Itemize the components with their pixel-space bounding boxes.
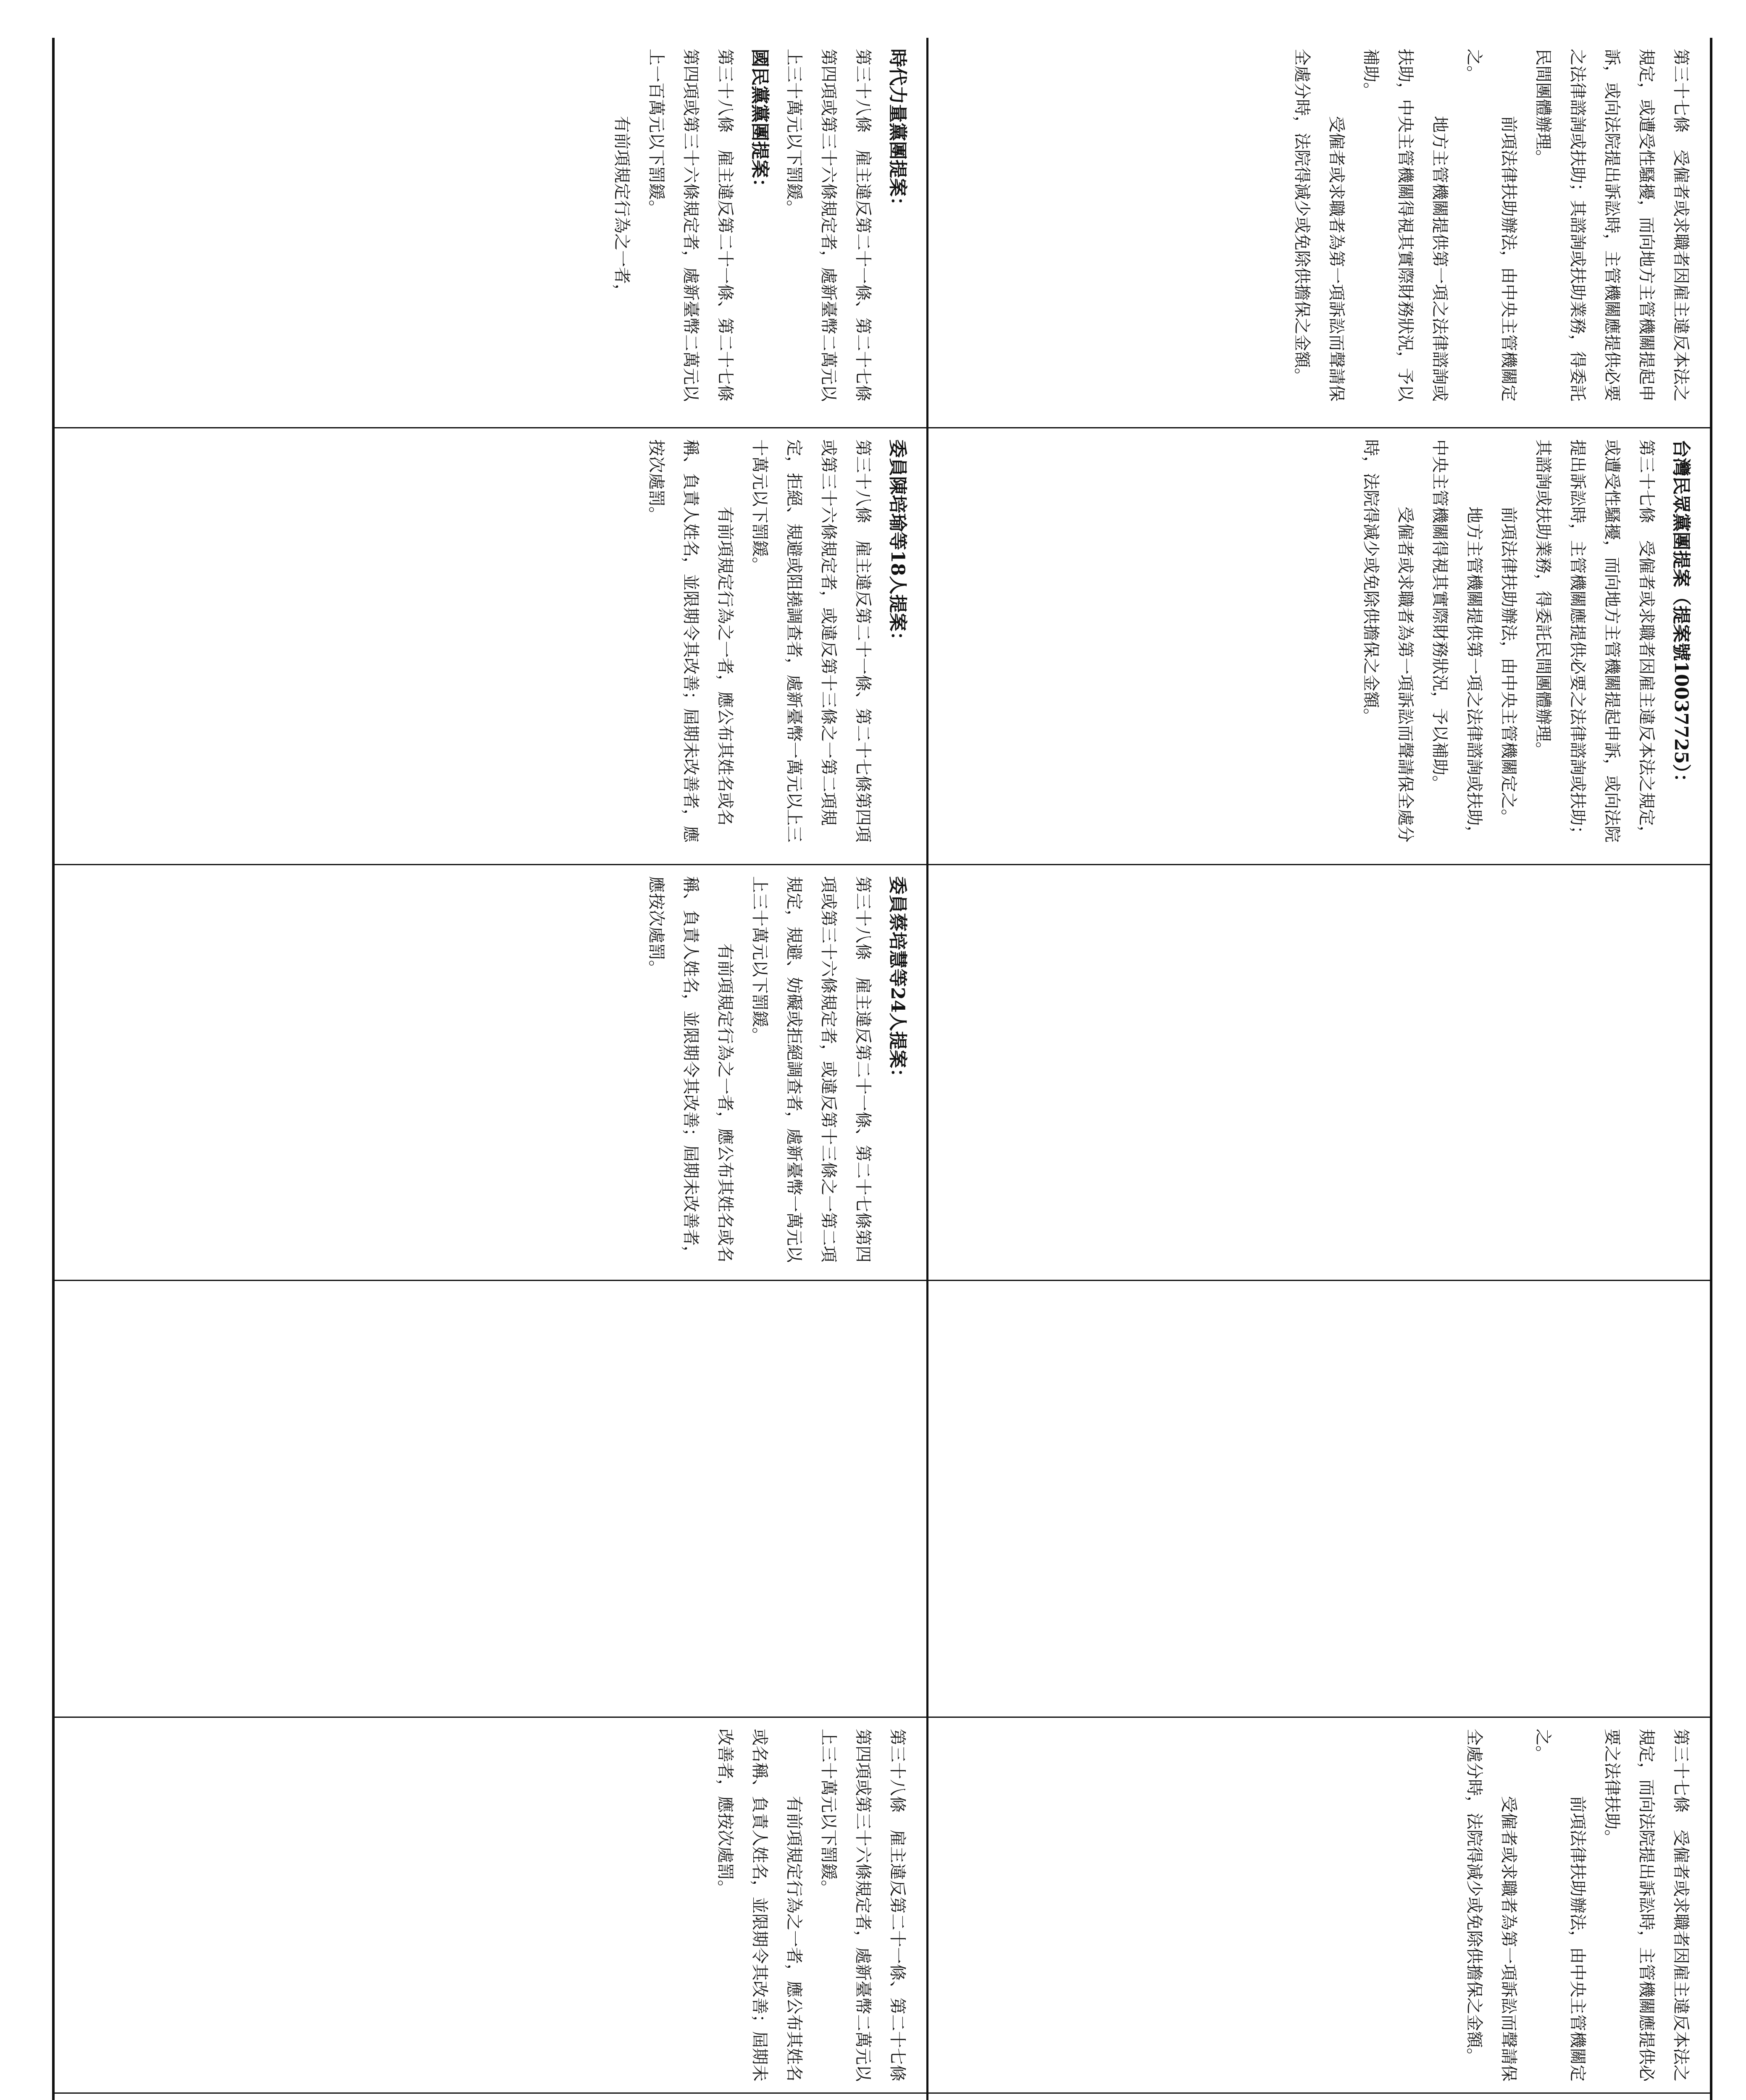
cell-explanation	[53, 2094, 926, 2100]
paragraph: 第三十八條 雇主違反第二十一條、第二十七條第四項或第三十六條規定者，處新臺幣二萬元以上三十萬元以下罰鍰。	[819, 1729, 907, 2082]
paragraph: 受僱者或求職者為第一項訴訟而聲請保全處分時，法院得減少或免除供擔保之金額。	[1292, 49, 1346, 402]
cell-empty	[53, 1281, 926, 1718]
cell-legislator-18-proposal	[53, 428, 926, 865]
cell-current-text	[928, 38, 1710, 428]
paragraph: 第三十八條 雇主違反第二十一條、第二十七條第四項或第三十六條規定者，處新臺幣二萬元以上三十萬元以下罰鍰。	[784, 49, 873, 402]
paragraph: 有前項規定行為之一者，應公布其姓名或名稱、負責人姓名，並限期令其改善；屆期未改善者，應按次處罰。	[647, 439, 735, 843]
paragraph: 前項法律扶助辦法，由中央主管機關定之。	[1465, 49, 1518, 402]
proposal-heading: 國民黨黨團提案：	[749, 49, 770, 197]
cell-current-article-38	[53, 1718, 926, 2094]
paragraph: 前項法律扶助辦法，由中央主管機關定之。	[1499, 507, 1518, 826]
paragraph: 有前項規定行為之一者，應公布其姓名或名稱、負責人姓名，並限期令其改善；屆期未改善者，應按次處罰。	[647, 876, 735, 1263]
cell-executive-proposal	[928, 1718, 1710, 2094]
paragraph: 第三十八條 雇主違反第二十一條、第二十七條第四項或第三十六條規定者，處新臺幣二萬元以上一百萬元以下罰鍰。	[647, 49, 735, 402]
table-row-article-37	[928, 38, 1710, 2100]
paragraph: 第三十七條 受僱者或求職者因雇主違反本法之規定，而向法院提出訴訟時，主管機關應提供必要之法律扶助。	[1602, 1729, 1691, 2082]
paragraph: 第三十八條 雇主違反第二十一條、第二十七條第四項或第三十六條規定者，或違反第十三條之一第二項規定，規避、妨礙或拒絕調查者，處新臺幣一萬元以上三十萬元以下罰鍰。	[750, 876, 873, 1263]
cell-party-proposals	[53, 38, 926, 428]
cell-empty	[928, 1281, 1710, 1718]
paragraph: 受僱者或求職者為第一項訴訟而聲請保全處分時，法院得減少或免除供擔保之金額。	[1465, 1729, 1518, 2082]
cell-explanation	[928, 2094, 1710, 2100]
comparison-table	[52, 38, 1712, 2100]
paragraph: 地方主管機關提供第一項之法律諮詢或扶助，中央主管機關得視其實際財務狀況，予以補助。	[1430, 439, 1484, 843]
proposal-heading: 委員蔡培慧等24人提案：	[887, 876, 908, 1087]
paragraph: 有前項規定行為之一者，應公布其姓名或名稱、負責人姓名，並限期令其改善；屆期未改善者，應按次處罰。	[715, 1729, 804, 2082]
paragraph: 第三十七條 受僱者或求職者因雇主違反本法之規定，或遭受性騷擾，而向地方主管機關提起申訴，或向法院提出訴訟時，主管機關應提供必要之法律諮詢或扶助；其諮詢或扶助業務，得委託民間團體辦理。	[1533, 439, 1656, 843]
proposal-heading: 台灣民眾黨團提案（提案號10037725）：	[1670, 439, 1692, 792]
paragraph: 有前項規定行為之一者，	[612, 116, 631, 301]
paragraph: 受僱者或求職者為第一項訴訟而聲請保全處分時，法院得減少或免除供擔保之金額。	[1361, 439, 1415, 843]
table-row-article-38	[53, 38, 928, 2100]
cell-legislator-24-proposal	[53, 865, 926, 1281]
paragraph: 第三十七條 受僱者或求職者因雇主違反本法之規定，或遭受性騷擾，而向地方主管機關提起申訴，或向法院提出訴訟時，主管機關應提供必要之法律諮詢或扶助；其諮詢或扶助業務，得委託民間團體辦理。	[1533, 49, 1691, 402]
proposal-heading: 時代力量黨團提案：	[887, 49, 908, 215]
proposal-heading: 委員陳培瑜等18人提案：	[887, 439, 908, 650]
paragraph: 地方主管機關提供第一項之法律諮詢或扶助，中央主管機關得視其實際財務狀況，予以補助。	[1361, 49, 1449, 402]
paragraph: 前項法律扶助辦法，由中央主管機關定之。	[1533, 1729, 1587, 2082]
paragraph: 第三十八條 雇主違反第二十一條、第二十七條第四項或第三十六條規定者，或違反第十三條之一第二項規定，拒絕、規避或阻撓調查者，處新臺幣一萬元以上三十萬元以下罰鍰。	[750, 439, 873, 843]
cell-empty	[928, 865, 1710, 1281]
cell-tpp-proposal	[928, 428, 1710, 865]
